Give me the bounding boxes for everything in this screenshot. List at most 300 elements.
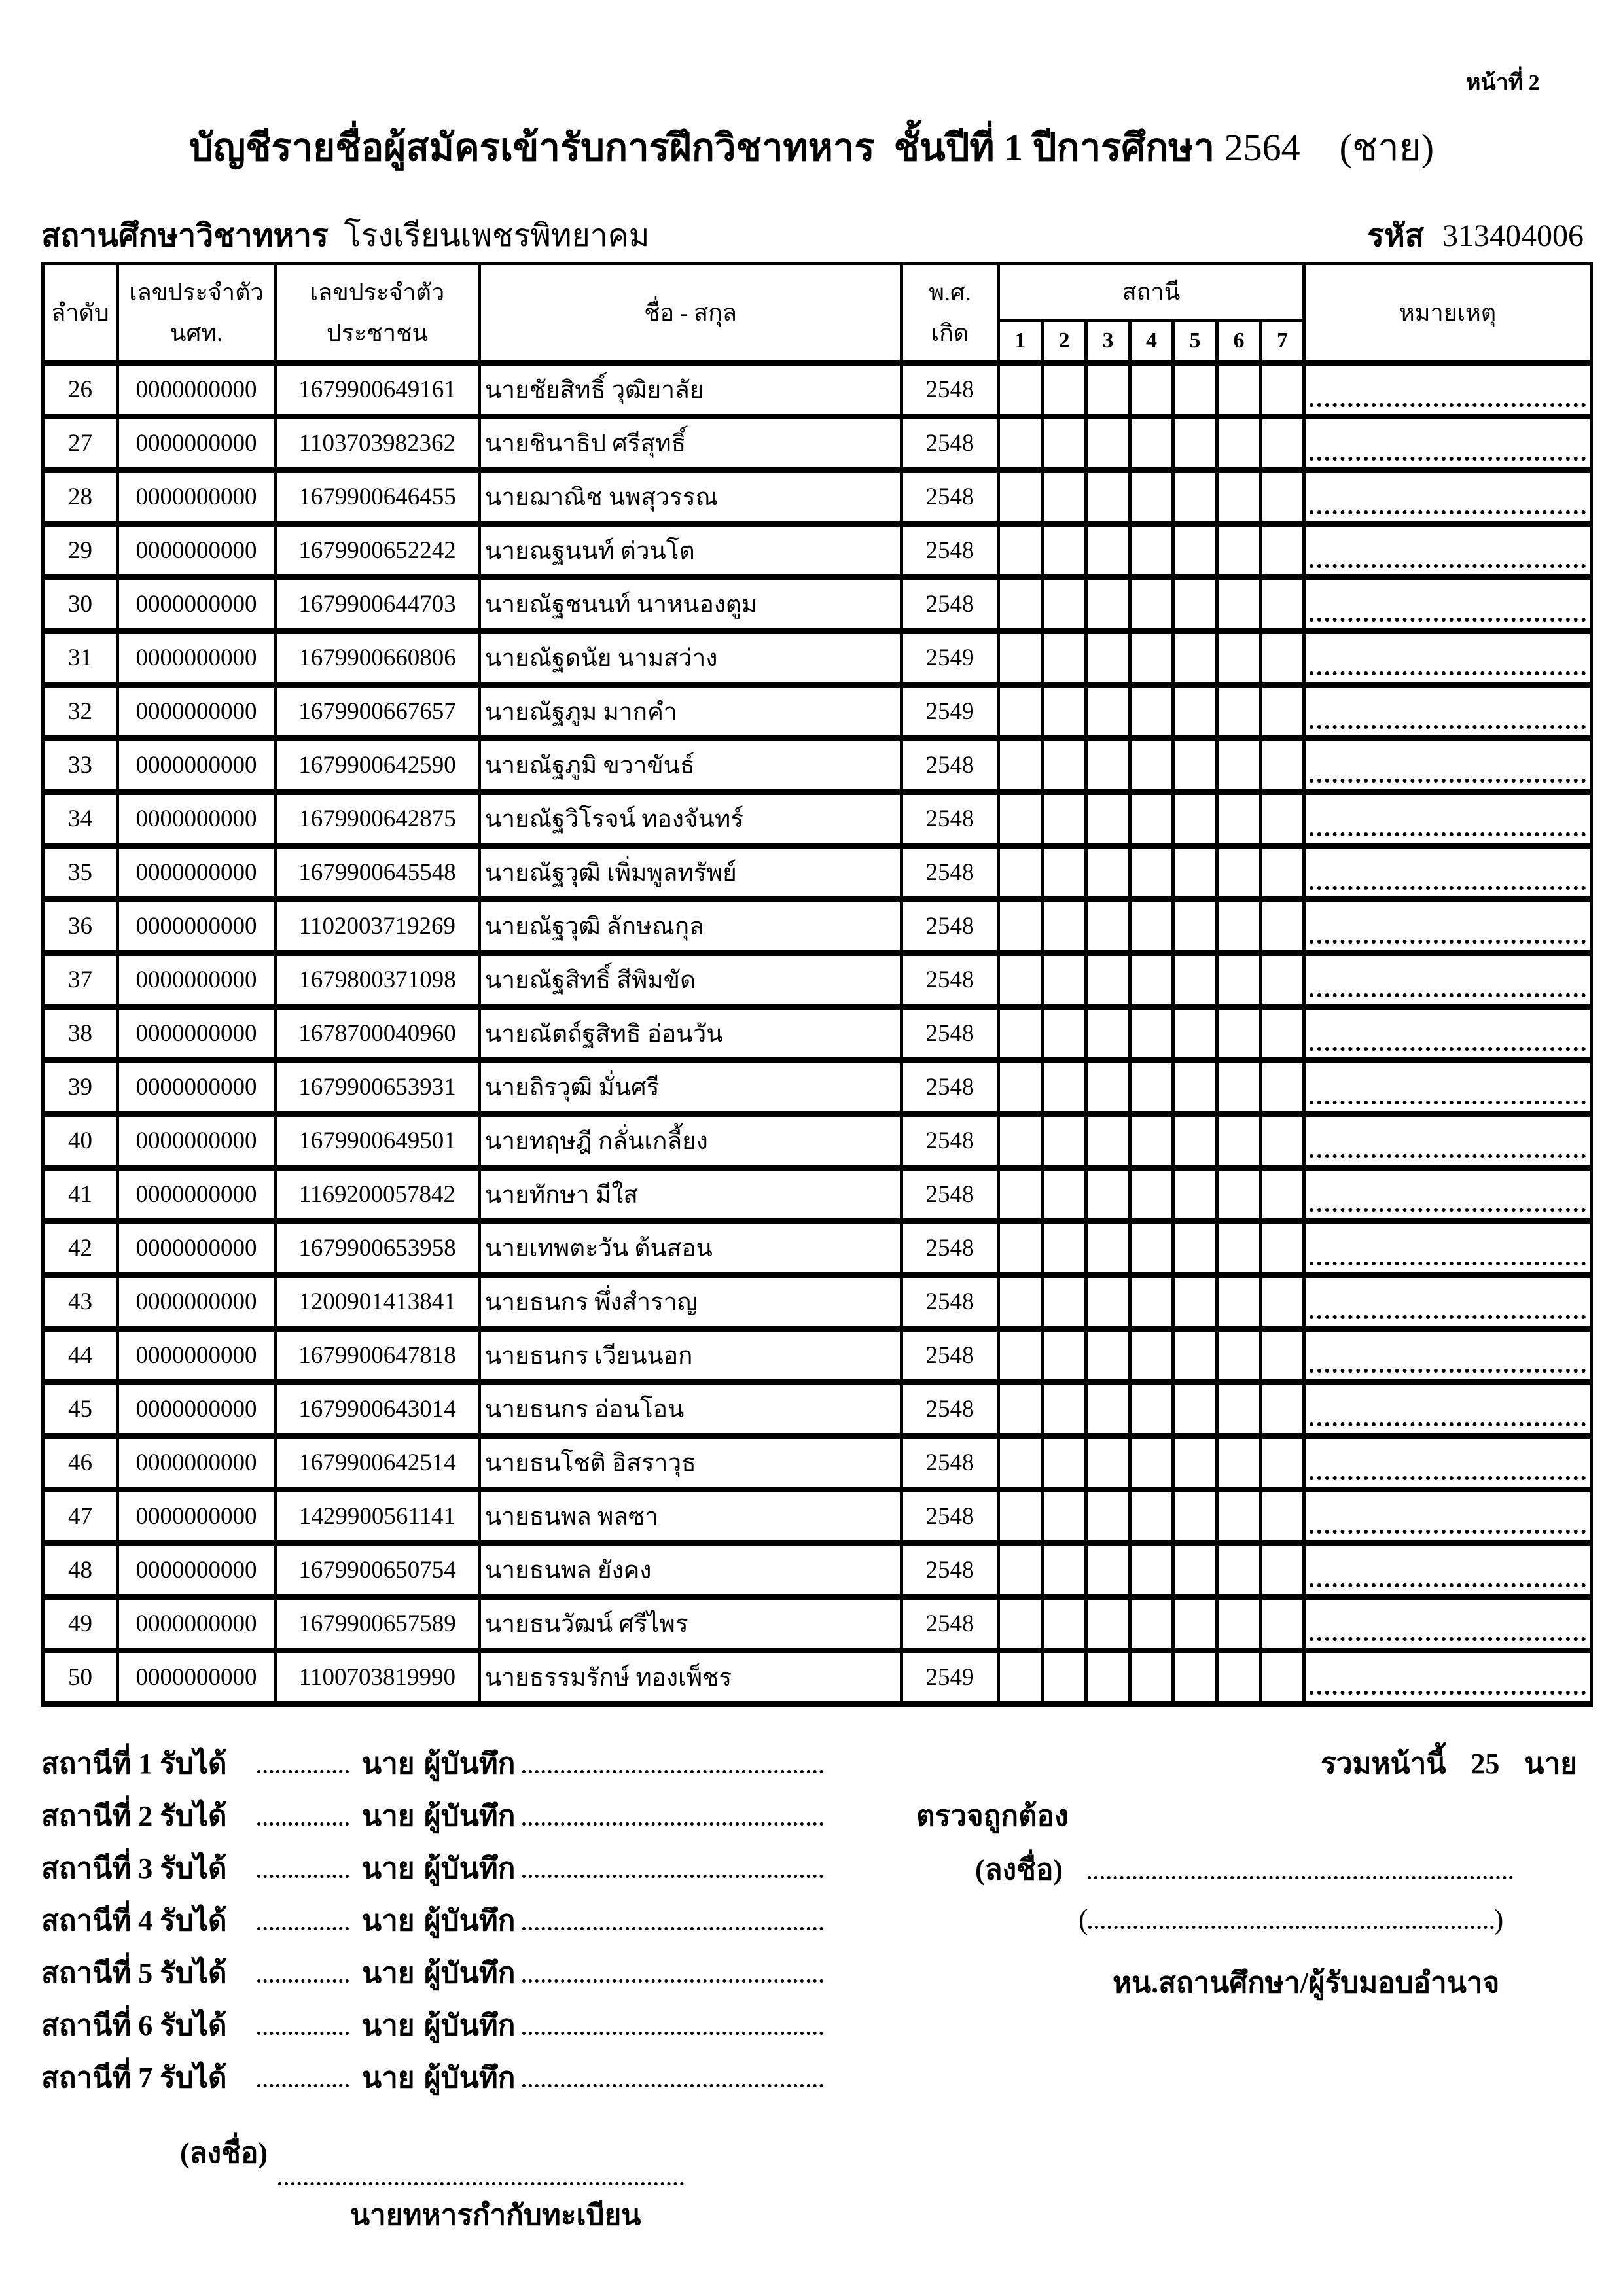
name-cell: นายธนกร เวียนนอก <box>480 1329 902 1383</box>
birth-year-cell: 2548 <box>902 1490 999 1544</box>
station-5-check-cell[interactable] <box>1173 631 1217 685</box>
table-row <box>43 900 1592 953</box>
header-order: ลำดับ <box>43 264 118 363</box>
station-1-check-cell[interactable] <box>999 1490 1043 1544</box>
order-cell: 37 <box>43 953 118 1007</box>
station-2-check-cell[interactable] <box>1043 739 1086 792</box>
station-6-check-cell[interactable] <box>1217 1329 1261 1383</box>
verify-name-field[interactable] <box>1088 1920 1494 1929</box>
station-3-check-cell[interactable] <box>1086 1490 1130 1544</box>
station-1-check-cell[interactable] <box>999 417 1043 470</box>
page-number: หน้าที่ 2 <box>1466 71 1540 95</box>
order-cell: 39 <box>43 1061 118 1114</box>
station-1-check-cell[interactable] <box>999 900 1043 953</box>
station-6-check-cell[interactable] <box>1217 631 1261 685</box>
remark-cell[interactable] <box>1304 1436 1592 1490</box>
recorder-signature-field[interactable] <box>522 1922 823 1930</box>
station-1-check-cell[interactable] <box>999 739 1043 792</box>
school-code-label: รหัส <box>1367 219 1424 253</box>
order-cell: 34 <box>43 792 118 846</box>
station-count-field[interactable] <box>257 2079 349 2087</box>
station-3-check-cell[interactable] <box>1086 1007 1130 1061</box>
station-2-check-cell[interactable] <box>1043 1168 1086 1222</box>
name-cell: นายทฤษฎี กลั่นเกลี้ยง <box>480 1114 902 1168</box>
station-7-check-cell[interactable] <box>1261 846 1304 900</box>
station-4-check-cell[interactable] <box>1130 1222 1173 1275</box>
station-3-check-cell[interactable] <box>1086 1383 1130 1436</box>
station-3-check-cell[interactable] <box>1086 578 1130 631</box>
order-cell: 32 <box>43 685 118 739</box>
station-6-check-cell[interactable] <box>1217 1114 1261 1168</box>
remark-cell[interactable] <box>1304 1275 1592 1329</box>
station-3-check-cell[interactable] <box>1086 1061 1130 1114</box>
remark-cell[interactable] <box>1304 1114 1592 1168</box>
remark-cell[interactable] <box>1304 631 1592 685</box>
student-id-cell: 0000000000 <box>118 1222 276 1275</box>
remark-dotted-line <box>1310 1315 1586 1319</box>
table-row <box>43 1007 1592 1061</box>
remark-cell[interactable] <box>1304 1490 1592 1544</box>
station-5-check-cell[interactable] <box>1173 1329 1217 1383</box>
station-unit: นาย <box>362 1748 415 1780</box>
remark-cell[interactable] <box>1304 1544 1592 1597</box>
station-3-check-cell[interactable] <box>1086 1222 1130 1275</box>
station-4-check-cell[interactable] <box>1130 1597 1173 1651</box>
station-6-check-cell[interactable] <box>1217 1544 1261 1597</box>
station-7-check-cell[interactable] <box>1261 792 1304 846</box>
name-cell: นายณัตถ์ฐสิทธิ อ่อนวัน <box>480 1007 902 1061</box>
remark-cell[interactable] <box>1304 1329 1592 1383</box>
station-4-check-cell[interactable] <box>1130 953 1173 1007</box>
station-7-check-cell[interactable] <box>1261 470 1304 524</box>
order-cell: 29 <box>43 524 118 578</box>
remark-cell[interactable] <box>1304 524 1592 578</box>
station-6-check-cell[interactable] <box>1217 792 1261 846</box>
recorder-signature-field[interactable] <box>522 1765 823 1773</box>
table-row <box>43 846 1592 900</box>
station-4-check-cell[interactable] <box>1130 1007 1173 1061</box>
station-2-check-cell[interactable] <box>1043 470 1086 524</box>
remark-dotted-line <box>1310 1422 1586 1426</box>
station-2-check-cell[interactable] <box>1043 1114 1086 1168</box>
name-cell: นายชินาธิป ศรีสุทธิ์ <box>480 417 902 470</box>
station-3-check-cell[interactable] <box>1086 1436 1130 1490</box>
station-5-check-cell[interactable] <box>1173 470 1217 524</box>
station-count-field[interactable] <box>257 1922 349 1930</box>
remark-dotted-line <box>1310 725 1586 729</box>
birth-year-cell: 2549 <box>902 631 999 685</box>
station-summary-label: สถานีที่ 6 รับได้ <box>41 2009 227 2041</box>
station-4-check-cell[interactable] <box>1130 631 1173 685</box>
station-4-check-cell[interactable] <box>1130 578 1173 631</box>
station-3-check-cell[interactable] <box>1086 1651 1130 1704</box>
total-unit: นาย <box>1524 1748 1577 1780</box>
birth-year-cell: 2548 <box>902 1329 999 1383</box>
station-2-check-cell[interactable] <box>1043 685 1086 739</box>
recorder-signature-field[interactable] <box>522 1974 823 1983</box>
name-cell: นายทักษา มีใส <box>480 1168 902 1222</box>
station-6-check-cell[interactable] <box>1217 953 1261 1007</box>
station-3-check-cell[interactable] <box>1086 417 1130 470</box>
station-5-check-cell[interactable] <box>1173 1383 1217 1436</box>
station-3-check-cell[interactable] <box>1086 1329 1130 1383</box>
birth-year-cell: 2548 <box>902 1168 999 1222</box>
station-3-check-cell[interactable] <box>1086 846 1130 900</box>
station-2-check-cell[interactable] <box>1043 1007 1086 1061</box>
station-1-check-cell[interactable] <box>999 1597 1043 1651</box>
station-5-check-cell[interactable] <box>1173 417 1217 470</box>
remark-dotted-line <box>1310 1154 1586 1158</box>
student-id-cell: 0000000000 <box>118 1383 276 1436</box>
station-4-check-cell[interactable] <box>1130 1329 1173 1383</box>
station-1-check-cell[interactable] <box>999 1007 1043 1061</box>
station-unit: นาย <box>362 2009 415 2041</box>
station-7-check-cell[interactable] <box>1261 1275 1304 1329</box>
station-2-check-cell[interactable] <box>1043 1544 1086 1597</box>
remark-cell[interactable] <box>1304 739 1592 792</box>
verify-label: ตรวจถูกต้อง <box>916 1800 1069 1832</box>
station-6-check-cell[interactable] <box>1217 1490 1261 1544</box>
birth-year-cell: 2548 <box>902 363 999 417</box>
station-1-check-cell[interactable] <box>999 363 1043 417</box>
station-5-check-cell[interactable] <box>1173 792 1217 846</box>
station-3-check-cell[interactable] <box>1086 739 1130 792</box>
station-5-check-cell[interactable] <box>1173 1061 1217 1114</box>
station-5-check-cell[interactable] <box>1173 1168 1217 1222</box>
student-id-cell: 0000000000 <box>118 1275 276 1329</box>
station-6-check-cell[interactable] <box>1217 739 1261 792</box>
station-2-check-cell[interactable] <box>1043 792 1086 846</box>
remark-cell[interactable] <box>1304 1383 1592 1436</box>
station-1-check-cell[interactable] <box>999 685 1043 739</box>
station-7-check-cell[interactable] <box>1261 900 1304 953</box>
station-6-check-cell[interactable] <box>1217 1436 1261 1490</box>
station-7-check-cell[interactable] <box>1261 631 1304 685</box>
header-remarks: หมายเหตุ <box>1304 264 1592 363</box>
station-4-check-cell[interactable] <box>1130 1436 1173 1490</box>
citizen-id-cell: 1679900657589 <box>276 1597 480 1651</box>
order-cell: 40 <box>43 1114 118 1168</box>
station-5-check-cell[interactable] <box>1173 739 1217 792</box>
name-cell: นายถิรวุฒิ มั่นศรี <box>480 1061 902 1114</box>
station-6-check-cell[interactable] <box>1217 1383 1261 1436</box>
recorder-signature-field[interactable] <box>522 2026 823 2035</box>
station-4-check-cell[interactable] <box>1130 792 1173 846</box>
station-5-check-cell[interactable] <box>1173 1651 1217 1704</box>
station-1-check-cell[interactable] <box>999 846 1043 900</box>
station-2-check-cell[interactable] <box>1043 524 1086 578</box>
remark-cell[interactable] <box>1304 846 1592 900</box>
title-sex: (ชาย) <box>1339 126 1435 169</box>
verify-role: หน.สถานศึกษา/ผู้รับมอบอำนาจ <box>1113 1967 1500 1999</box>
station-3-check-cell[interactable] <box>1086 363 1130 417</box>
station-7-check-cell[interactable] <box>1261 1061 1304 1114</box>
station-4-check-cell[interactable] <box>1130 846 1173 900</box>
station-6-check-cell[interactable] <box>1217 1007 1261 1061</box>
station-2-check-cell[interactable] <box>1043 953 1086 1007</box>
station-5-check-cell[interactable] <box>1173 363 1217 417</box>
order-cell: 33 <box>43 739 118 792</box>
station-7-check-cell[interactable] <box>1261 578 1304 631</box>
station-6-check-cell[interactable] <box>1217 1222 1261 1275</box>
recorder-signature-field[interactable] <box>522 1817 823 1826</box>
remark-cell[interactable] <box>1304 900 1592 953</box>
name-cell: นายธนพล ยังคง <box>480 1544 902 1597</box>
station-3-check-cell[interactable] <box>1086 900 1130 953</box>
birth-year-cell: 2548 <box>902 953 999 1007</box>
remark-cell[interactable] <box>1304 578 1592 631</box>
header-birth-line1: พ.ศ. <box>929 279 971 306</box>
station-1-check-cell[interactable] <box>999 1222 1043 1275</box>
station-7-check-cell[interactable] <box>1261 1222 1304 1275</box>
station-2-check-cell[interactable] <box>1043 1061 1086 1114</box>
station-6-check-cell[interactable] <box>1217 1168 1261 1222</box>
recorder-label: ผู้บันทึก <box>424 1852 516 1884</box>
station-6-check-cell[interactable] <box>1217 846 1261 900</box>
station-5-check-cell[interactable] <box>1173 953 1217 1007</box>
registrar-signature-line <box>278 2159 684 2193</box>
citizen-id-cell: 1679900643014 <box>276 1383 480 1436</box>
station-7-check-cell[interactable] <box>1261 685 1304 739</box>
birth-year-cell: 2548 <box>902 1383 999 1436</box>
citizen-id-cell: 1100703819990 <box>276 1651 480 1704</box>
station-3-check-cell[interactable] <box>1086 953 1130 1007</box>
title-main: บัญชีรายชื่อผู้สมัครเข้ารับการฝึกวิชาทหาร ชั้นปีที่ 1 ปีการศึกษา <box>188 126 1224 169</box>
remark-dotted-line <box>1310 510 1586 514</box>
station-2-check-cell[interactable] <box>1043 1222 1086 1275</box>
station-7-check-cell[interactable] <box>1261 1383 1304 1436</box>
station-1-check-cell[interactable] <box>999 1651 1043 1704</box>
citizen-id-cell: 1679900647818 <box>276 1329 480 1383</box>
registrar-signature-field[interactable] <box>278 2177 684 2185</box>
station-6-check-cell[interactable] <box>1217 1597 1261 1651</box>
name-cell: นายณฐนนท์ ต่วนโต <box>480 524 902 578</box>
station-1-check-cell[interactable] <box>999 1436 1043 1490</box>
student-id-cell: 0000000000 <box>118 1007 276 1061</box>
station-4-check-cell[interactable] <box>1130 739 1173 792</box>
name-cell: นายเทพตะวัน ต้นสอน <box>480 1222 902 1275</box>
station-2-check-cell[interactable] <box>1043 1436 1086 1490</box>
station-7-check-cell[interactable] <box>1261 524 1304 578</box>
station-7-check-cell[interactable] <box>1261 1544 1304 1597</box>
station-7-check-cell[interactable] <box>1261 1490 1304 1544</box>
header-station-3: 3 <box>1086 321 1130 363</box>
station-1-check-cell[interactable] <box>999 1114 1043 1168</box>
order-cell: 31 <box>43 631 118 685</box>
station-7-check-cell[interactable] <box>1261 1007 1304 1061</box>
station-3-check-cell[interactable] <box>1086 470 1130 524</box>
station-2-check-cell[interactable] <box>1043 578 1086 631</box>
remark-cell[interactable] <box>1304 1061 1592 1114</box>
station-count-field[interactable] <box>257 1869 349 1878</box>
station-count-field[interactable] <box>257 2026 349 2035</box>
table-row <box>43 1651 1592 1704</box>
station-count-field[interactable] <box>257 1974 349 1983</box>
station-2-check-cell[interactable] <box>1043 1383 1086 1436</box>
station-5-check-cell[interactable] <box>1173 1436 1217 1490</box>
station-3-check-cell[interactable] <box>1086 1597 1130 1651</box>
table-row <box>43 1222 1592 1275</box>
station-2-check-cell[interactable] <box>1043 1329 1086 1383</box>
remark-cell[interactable] <box>1304 363 1592 417</box>
station-3-check-cell[interactable] <box>1086 1544 1130 1597</box>
remark-cell[interactable] <box>1304 470 1592 524</box>
header-birth-line2: เกิด <box>931 319 969 346</box>
student-id-cell: 0000000000 <box>118 846 276 900</box>
station-5-check-cell[interactable] <box>1173 1490 1217 1544</box>
remark-cell[interactable] <box>1304 1007 1592 1061</box>
station-4-check-cell[interactable] <box>1130 1383 1173 1436</box>
station-1-check-cell[interactable] <box>999 1061 1043 1114</box>
station-4-check-cell[interactable] <box>1130 900 1173 953</box>
remark-cell[interactable] <box>1304 417 1592 470</box>
station-3-check-cell[interactable] <box>1086 792 1130 846</box>
order-cell: 35 <box>43 846 118 900</box>
verify-signature-field[interactable] <box>1088 1871 1513 1879</box>
station-5-check-cell[interactable] <box>1173 578 1217 631</box>
station-5-check-cell[interactable] <box>1173 1007 1217 1061</box>
recorder-signature-field[interactable] <box>522 2079 823 2087</box>
name-cell: นายณัฐชนนท์ นาหนองตูม <box>480 578 902 631</box>
station-1-check-cell[interactable] <box>999 470 1043 524</box>
station-4-check-cell[interactable] <box>1130 417 1173 470</box>
remark-cell[interactable] <box>1304 1597 1592 1651</box>
station-count-field[interactable] <box>257 1765 349 1773</box>
station-2-check-cell[interactable] <box>1043 417 1086 470</box>
remark-cell[interactable] <box>1304 1222 1592 1275</box>
station-4-check-cell[interactable] <box>1130 1651 1173 1704</box>
station-7-check-cell[interactable] <box>1261 1436 1304 1490</box>
citizen-id-cell: 1679900644703 <box>276 578 480 631</box>
station-6-check-cell[interactable] <box>1217 1651 1261 1704</box>
station-1-check-cell[interactable] <box>999 1168 1043 1222</box>
station-6-check-cell[interactable] <box>1217 578 1261 631</box>
station-3-check-cell[interactable] <box>1086 524 1130 578</box>
registrar-sign-label: (ลงชื่อ) <box>180 2137 268 2169</box>
station-4-check-cell[interactable] <box>1130 470 1173 524</box>
station-1-check-cell[interactable] <box>999 631 1043 685</box>
citizen-id-cell: 1679800371098 <box>276 953 480 1007</box>
station-1-check-cell[interactable] <box>999 1544 1043 1597</box>
station-6-check-cell[interactable] <box>1217 363 1261 417</box>
station-5-check-cell[interactable] <box>1173 685 1217 739</box>
station-6-check-cell[interactable] <box>1217 900 1261 953</box>
birth-year-cell: 2548 <box>902 1544 999 1597</box>
station-summary-label: สถานีที่ 5 รับได้ <box>41 1957 227 1989</box>
station-5-check-cell[interactable] <box>1173 1222 1217 1275</box>
station-2-check-cell[interactable] <box>1043 846 1086 900</box>
student-id-cell: 0000000000 <box>118 1651 276 1704</box>
station-7-check-cell[interactable] <box>1261 1114 1304 1168</box>
station-4-check-cell[interactable] <box>1130 524 1173 578</box>
station-2-check-cell[interactable] <box>1043 631 1086 685</box>
station-6-check-cell[interactable] <box>1217 1061 1261 1114</box>
station-4-check-cell[interactable] <box>1130 1168 1173 1222</box>
station-4-check-cell[interactable] <box>1130 363 1173 417</box>
station-4-check-cell[interactable] <box>1130 1544 1173 1597</box>
station-3-check-cell[interactable] <box>1086 631 1130 685</box>
remark-cell[interactable] <box>1304 953 1592 1007</box>
station-3-check-cell[interactable] <box>1086 685 1130 739</box>
table-row <box>43 524 1592 578</box>
station-3-check-cell[interactable] <box>1086 1114 1130 1168</box>
verify-signature-line <box>975 1846 1513 1892</box>
station-5-check-cell[interactable] <box>1173 524 1217 578</box>
station-5-check-cell[interactable] <box>1173 1275 1217 1329</box>
student-id-cell: 0000000000 <box>118 685 276 739</box>
station-7-check-cell[interactable] <box>1261 417 1304 470</box>
station-5-check-cell[interactable] <box>1173 846 1217 900</box>
header-station-4: 4 <box>1130 321 1173 363</box>
station-1-check-cell[interactable] <box>999 953 1043 1007</box>
station-unit: นาย <box>362 1905 415 1937</box>
remark-cell[interactable] <box>1304 1168 1592 1222</box>
station-3-check-cell[interactable] <box>1086 1275 1130 1329</box>
station-6-check-cell[interactable] <box>1217 1275 1261 1329</box>
name-cell: นายธนกร พึ่งสำราญ <box>480 1275 902 1329</box>
station-2-check-cell[interactable] <box>1043 1597 1086 1651</box>
station-6-check-cell[interactable] <box>1217 685 1261 739</box>
remark-dotted-line <box>1310 618 1586 622</box>
remark-cell[interactable] <box>1304 792 1592 846</box>
station-7-check-cell[interactable] <box>1261 1651 1304 1704</box>
station-7-check-cell[interactable] <box>1261 363 1304 417</box>
station-5-check-cell[interactable] <box>1173 1544 1217 1597</box>
station-4-check-cell[interactable] <box>1130 1275 1173 1329</box>
station-2-check-cell[interactable] <box>1043 363 1086 417</box>
station-2-check-cell[interactable] <box>1043 900 1086 953</box>
station-2-check-cell[interactable] <box>1043 1275 1086 1329</box>
order-cell: 30 <box>43 578 118 631</box>
station-7-check-cell[interactable] <box>1261 1168 1304 1222</box>
station-4-check-cell[interactable] <box>1130 1114 1173 1168</box>
remark-cell[interactable] <box>1304 1651 1592 1704</box>
station-4-check-cell[interactable] <box>1130 685 1173 739</box>
station-2-check-cell[interactable] <box>1043 1651 1086 1704</box>
recorder-signature-field[interactable] <box>522 1869 823 1878</box>
station-1-check-cell[interactable] <box>999 1329 1043 1383</box>
station-6-check-cell[interactable] <box>1217 470 1261 524</box>
station-1-check-cell[interactable] <box>999 524 1043 578</box>
station-2-check-cell[interactable] <box>1043 1490 1086 1544</box>
remark-dotted-line <box>1310 1583 1586 1587</box>
station-7-check-cell[interactable] <box>1261 739 1304 792</box>
station-summary-line <box>41 1793 823 1839</box>
citizen-id-cell: 1679900650754 <box>276 1544 480 1597</box>
station-5-check-cell[interactable] <box>1173 1597 1217 1651</box>
header-birth-year <box>902 264 999 363</box>
station-1-check-cell[interactable] <box>999 792 1043 846</box>
station-7-check-cell[interactable] <box>1261 953 1304 1007</box>
station-7-check-cell[interactable] <box>1261 1597 1304 1651</box>
station-4-check-cell[interactable] <box>1130 1061 1173 1114</box>
station-5-check-cell[interactable] <box>1173 1114 1217 1168</box>
station-5-check-cell[interactable] <box>1173 900 1217 953</box>
station-1-check-cell[interactable] <box>999 578 1043 631</box>
station-1-check-cell[interactable] <box>999 1275 1043 1329</box>
station-4-check-cell[interactable] <box>1130 1490 1173 1544</box>
station-7-check-cell[interactable] <box>1261 1329 1304 1383</box>
station-count-field[interactable] <box>257 1817 349 1826</box>
order-cell: 41 <box>43 1168 118 1222</box>
student-id-cell: 0000000000 <box>118 578 276 631</box>
remark-cell[interactable] <box>1304 685 1592 739</box>
station-1-check-cell[interactable] <box>999 1383 1043 1436</box>
order-cell: 49 <box>43 1597 118 1651</box>
station-6-check-cell[interactable] <box>1217 524 1261 578</box>
station-3-check-cell[interactable] <box>1086 1168 1130 1222</box>
station-6-check-cell[interactable] <box>1217 417 1261 470</box>
